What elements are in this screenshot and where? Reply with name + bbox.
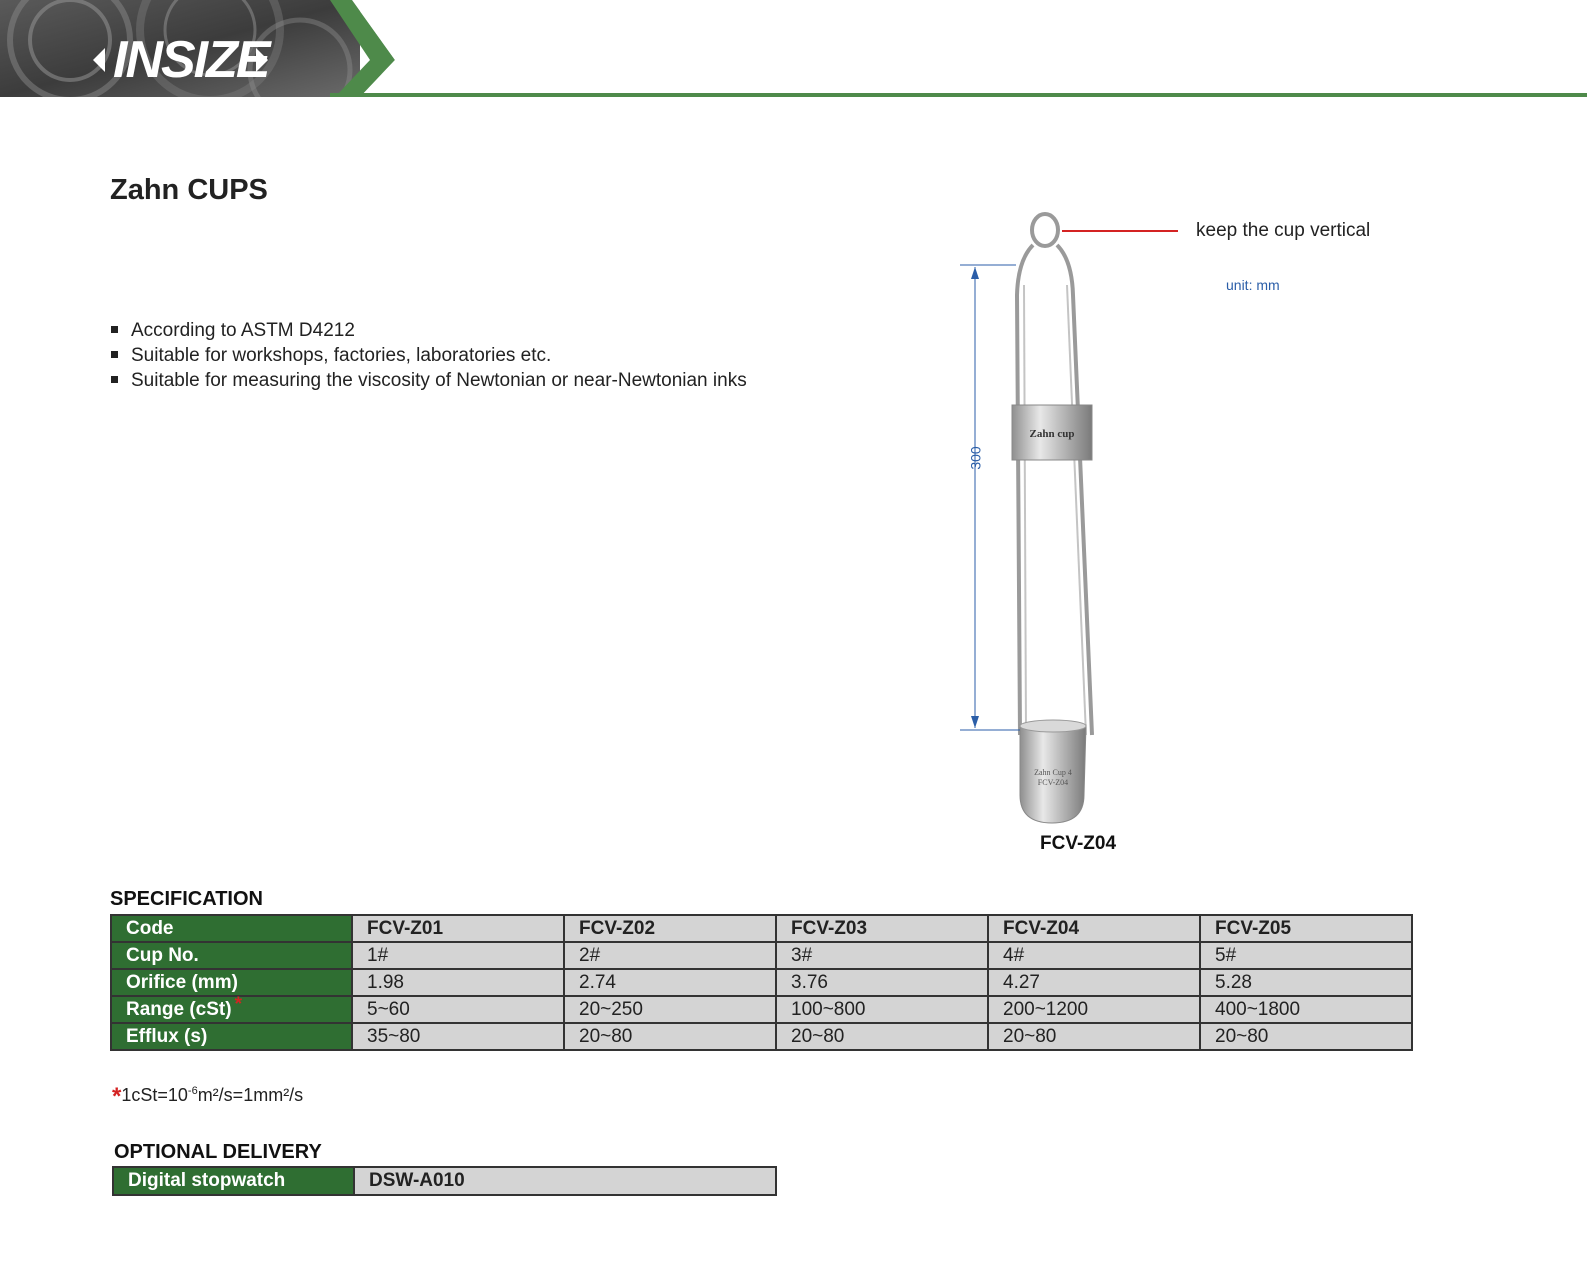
table-row bbox=[111, 969, 1412, 996]
table-cell: 200~1200 bbox=[988, 996, 1200, 1023]
table-cell: 2.74 bbox=[564, 969, 776, 996]
handle-wire-right bbox=[1057, 245, 1092, 735]
feature-text: Suitable for measuring the viscosity of Newtonian or near-Newtonian inks bbox=[131, 370, 747, 391]
footnote-marker: * bbox=[112, 1083, 122, 1110]
table-cell: 100~800 bbox=[776, 996, 988, 1023]
table-cell: 4.27 bbox=[988, 969, 1200, 996]
list-item bbox=[110, 368, 747, 393]
table-cell: 4# bbox=[988, 942, 1200, 969]
table-cell: 20~80 bbox=[564, 1023, 776, 1050]
figure-caption: FCV-Z04 bbox=[1040, 833, 1117, 854]
page-title: Zahn CUPS bbox=[110, 174, 268, 206]
footnote-text: m²/s=1mm²/s bbox=[197, 1085, 304, 1105]
table-cell: FCV-Z03 bbox=[776, 915, 988, 942]
table-cell: 3# bbox=[776, 942, 988, 969]
callout-text: keep the cup vertical bbox=[1196, 220, 1371, 241]
table-cell: 5.28 bbox=[1200, 969, 1412, 996]
footnote bbox=[112, 1080, 303, 1108]
list-item bbox=[110, 318, 747, 343]
row-header: Efflux (s) bbox=[111, 1023, 352, 1050]
bullet-icon bbox=[111, 351, 118, 358]
arrow-down-icon bbox=[971, 716, 979, 728]
table-row bbox=[111, 996, 1412, 1023]
table-cell: 35~80 bbox=[352, 1023, 564, 1050]
footnote-marker: * bbox=[234, 994, 242, 1015]
table-cell: FCV-Z04 bbox=[988, 915, 1200, 942]
row-header-text: Range (cSt) bbox=[126, 999, 232, 1020]
feature-text: According to ASTM D4212 bbox=[131, 320, 355, 341]
footnote-exponent: -6 bbox=[187, 1085, 198, 1097]
logo-text: INSIZE bbox=[113, 31, 269, 89]
brand-logo bbox=[95, 30, 269, 90]
unit-note: unit: mm bbox=[1226, 277, 1280, 293]
row-header: Code bbox=[111, 915, 352, 942]
hanging-ring bbox=[1032, 214, 1058, 246]
table-row bbox=[111, 915, 1412, 942]
bullet-icon bbox=[111, 326, 118, 333]
page-header bbox=[0, 0, 1587, 100]
row-header: Orifice (mm) bbox=[111, 969, 352, 996]
optional-table bbox=[112, 1166, 777, 1196]
table-cell: FCV-Z01 bbox=[352, 915, 564, 942]
table-cell: 20~80 bbox=[1200, 1023, 1412, 1050]
list-item bbox=[110, 343, 747, 368]
band-text: Zahn cup bbox=[1029, 428, 1075, 440]
row-header: Cup No. bbox=[111, 942, 352, 969]
table-cell: 20~80 bbox=[988, 1023, 1200, 1050]
table-cell: 2# bbox=[564, 942, 776, 969]
table-cell: 1# bbox=[352, 942, 564, 969]
row-header: Digital stopwatch bbox=[113, 1167, 354, 1195]
optional-heading: OPTIONAL DELIVERY bbox=[114, 1141, 322, 1163]
table-cell: DSW-A010 bbox=[354, 1167, 776, 1195]
table-cell: 400~1800 bbox=[1200, 996, 1412, 1023]
table-cell: 3.76 bbox=[776, 969, 988, 996]
cup-code-text: FCV-Z04 bbox=[1037, 778, 1069, 787]
table-row bbox=[113, 1167, 776, 1195]
table-cell: FCV-Z05 bbox=[1200, 915, 1412, 942]
table-cell: 1.98 bbox=[352, 969, 564, 996]
table-cell: 20~80 bbox=[776, 1023, 988, 1050]
table-row bbox=[111, 942, 1412, 969]
feature-list bbox=[110, 318, 747, 393]
dimension-label: 300 bbox=[967, 446, 984, 470]
table-cell: FCV-Z02 bbox=[564, 915, 776, 942]
header-divider bbox=[330, 93, 1587, 97]
cup-text: Zahn Cup 4 bbox=[1034, 768, 1072, 777]
bullet-icon bbox=[111, 376, 118, 383]
table-cell: 5~60 bbox=[352, 996, 564, 1023]
footnote-text: 1cSt=10 bbox=[121, 1085, 188, 1105]
table-cell: 20~250 bbox=[564, 996, 776, 1023]
zahn-cup-illustration bbox=[940, 205, 1400, 865]
row-header bbox=[111, 996, 352, 1023]
arrow-up-icon bbox=[971, 267, 979, 279]
spec-heading: SPECIFICATION bbox=[110, 888, 263, 910]
spec-table bbox=[110, 914, 1413, 1051]
feature-text: Suitable for workshops, factories, laboratories etc. bbox=[131, 345, 552, 366]
table-cell: 5# bbox=[1200, 942, 1412, 969]
table-row bbox=[111, 1023, 1412, 1050]
